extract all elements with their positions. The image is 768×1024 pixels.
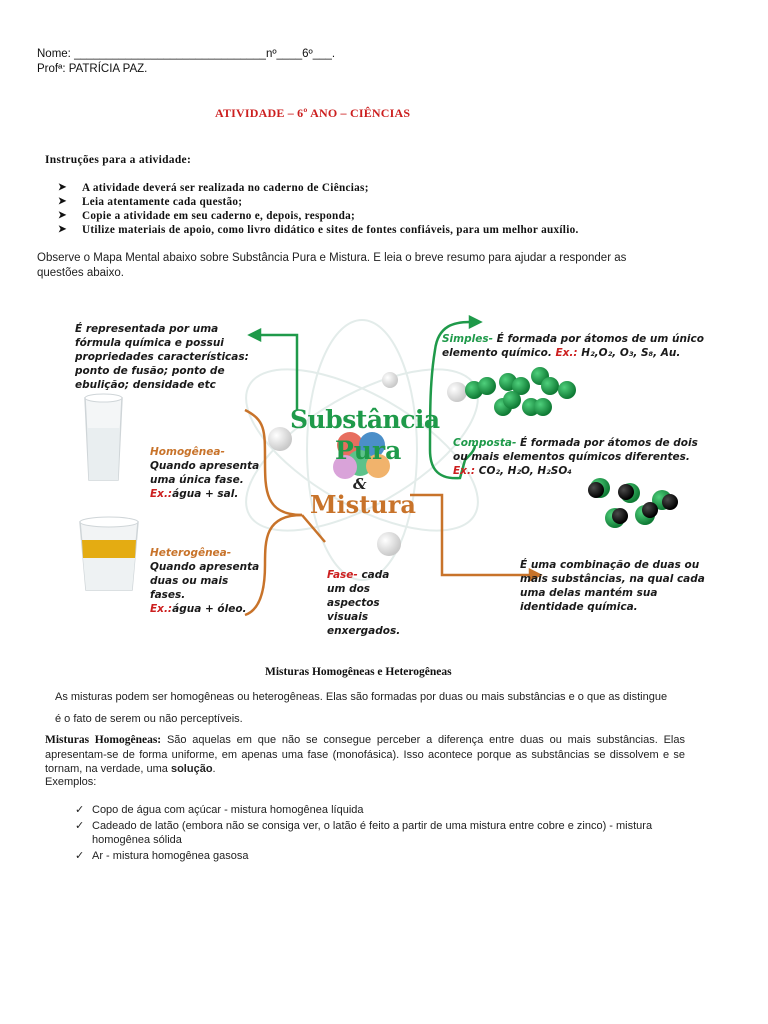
homogeneas-label: Misturas Homogêneas: — [45, 734, 162, 746]
examples-list — [75, 803, 695, 863]
homogenea-text: Quando apresenta uma única fase. — [150, 460, 260, 486]
exemplos-label: Exemplos: — [45, 776, 97, 788]
example-item: ✓ Cadeado de latão (embora não se consiga ver, o latão é feito a partir de uma mistura entre cobre e zinco) - mistura homogênea sólida — [75, 819, 695, 847]
instruction-item: ➤ A atividade deverá ser realizada no caderno de Ciências; — [58, 181, 678, 195]
homogenea-label: Homogênea- — [150, 446, 225, 458]
center-title-substancia: Substância — [290, 405, 440, 434]
composta-block — [453, 436, 713, 478]
teacher-line: Profª: PATRÍCIA PAZ. — [37, 63, 148, 75]
homogenea-block — [150, 445, 260, 501]
instructions-heading: Instruções para a atividade: — [45, 154, 192, 166]
simples-block — [442, 332, 712, 360]
example-item: ✓ Copo de água com açúcar - mistura homogênea líquida — [75, 803, 695, 817]
composta-ex: CO₂, H₂O, H₂SO₄ — [478, 465, 572, 477]
center-title-mistura: Mistura — [310, 490, 416, 519]
electron — [382, 372, 398, 388]
homogenea-ex-label: Ex.: — [150, 488, 173, 500]
glass-oil-water-icon — [80, 517, 138, 590]
heterogenea-label: Heterogênea- — [150, 547, 232, 559]
example-item: ✓ Ar - mistura homogênea gasosa — [75, 849, 695, 863]
heterogenea-ex: água + óleo. — [172, 603, 247, 615]
heterogenea-ex-label: Ex.: — [150, 603, 173, 615]
center-title-pura: Pura — [335, 436, 402, 465]
instruction-item: ➤ Copie a atividade em seu caderno e, depois, responda; — [58, 209, 678, 223]
homogeneas-end: . — [212, 763, 216, 775]
homogeneas-text: São aquelas em que não se consegue perceber a diferença entre duas ou mais substâncias. Elas apresentam-se de forma uniforme, em apenas uma fase (monofásica). Isso acontece porque as substâncias se dissolvem e se tornam, na verdade, uma — [45, 734, 685, 775]
compound-molecules — [588, 478, 678, 528]
homogeneas-paragraph — [45, 733, 685, 777]
simples-text: É formada por átomos de um único elemento químico. — [442, 333, 704, 359]
instructions-list — [58, 181, 678, 237]
electron — [447, 382, 467, 402]
instruction-item: ➤ Leia atentamente cada questão; — [58, 195, 678, 209]
glass-water-icon — [85, 394, 122, 480]
heterogenea-block — [150, 546, 260, 616]
composta-ex-label: Ex.: — [453, 465, 476, 477]
composta-label: Composta- — [453, 437, 517, 449]
paragraph-1: As misturas podem ser homogêneas ou heterogêneas. Elas são formadas por duas ou mais substâncias e o que as distingue — [55, 691, 668, 703]
electron — [377, 532, 401, 556]
fase-text: cada um dos aspectos visuais enxergados. — [327, 569, 401, 637]
solucao-word: solução — [170, 763, 213, 775]
intro-text: Observe o Mapa Mental abaixo sobre Substância Pura e Mistura. E leia o breve resumo para ajudar a responder as questões abaixo. — [37, 252, 627, 279]
page-title: ATIVIDADE – 6º ANO – CIÊNCIAS — [215, 106, 411, 120]
instruction-item: ➤ Utilize materiais de apoio, como livro didático e sites de fontes confiáveis, para um melhor auxílio. — [58, 223, 678, 237]
paragraph-1b: é o fato de serem ou não perceptíveis. — [55, 713, 243, 725]
section-title: Misturas Homogêneas e Heterogêneas — [265, 666, 452, 678]
mistura-definition: É uma combinação de duas ou mais substâncias, na qual cada uma delas mantém sua identidade química. — [520, 559, 705, 613]
simples-label: Simples- — [442, 333, 493, 345]
simple-molecules — [465, 367, 576, 416]
center-title-amp: & — [353, 475, 367, 493]
homogenea-ex: água + sal. — [172, 488, 239, 500]
fase-block — [327, 568, 407, 638]
electron — [268, 427, 292, 451]
simples-ex: H₂,O₂, O₃, S₈, Au. — [581, 347, 681, 359]
name-line: Nome: ______________________________nº____6º___. — [37, 48, 336, 60]
simples-ex-label: Ex.: — [555, 347, 578, 359]
formula-text: É representada por uma fórmula química e possui propriedades características: ponto de fusão; ponto de ebulição; densidade etc — [75, 323, 249, 391]
heterogenea-text: Quando apresenta duas ou mais fases. — [150, 561, 260, 601]
composta-text: É formada por átomos de dois ou mais elementos químicos diferentes. — [453, 437, 698, 463]
fase-label: Fase- — [327, 569, 358, 581]
mind-map — [60, 310, 720, 640]
